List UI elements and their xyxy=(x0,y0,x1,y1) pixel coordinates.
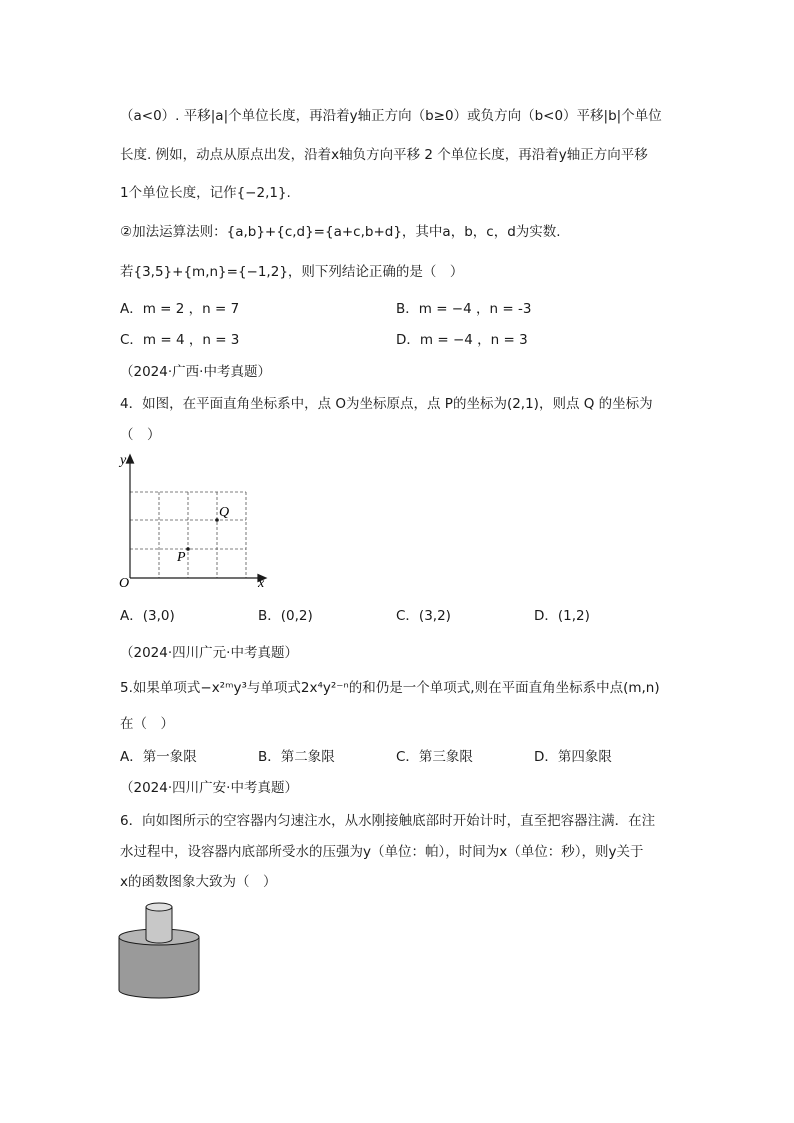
q4-source: （2024·广西·中考真题） xyxy=(120,364,271,380)
x-axis-label: x xyxy=(258,576,265,590)
q5-option-b[interactable]: B．第二象限 xyxy=(258,749,335,765)
point-p-label: P xyxy=(177,550,186,565)
q4-coordinate-figure xyxy=(112,450,272,590)
q5-option-c[interactable]: C．第三象限 xyxy=(396,749,473,765)
point-p xyxy=(186,547,190,551)
q3-option-d[interactable]: D．m = −4 ，n = 3 xyxy=(396,332,528,348)
q6-source: （2024·四川广安·中考真题） xyxy=(120,780,298,796)
q4-stem-line-1: 4．如图，在平面直角坐标系中，点 O为坐标原点，点 P的坐标为(2,1)，则点 Q 的坐标为 xyxy=(120,396,653,412)
origin-label: O xyxy=(119,576,130,590)
q6-stem-line-1: 6．向如图所示的空容器内匀速注水，从水刚接触底部时开始计时，直至把容器注满．在注 xyxy=(120,813,656,829)
q3-text-line-3: 1个单位长度，记作{−2,1}. xyxy=(120,185,291,201)
q4-option-d[interactable]: D．(1,2) xyxy=(534,608,590,624)
q4-option-a[interactable]: A．(3,0) xyxy=(120,608,175,624)
y-axis-arrow xyxy=(127,455,134,463)
q5-stem-line-1: 5.如果单项式−x²ᵐy³与单项式2x⁴y²⁻ⁿ的和仍是一个单项式,则在平面直角坐标系中点(m,n) xyxy=(120,680,660,696)
large-cylinder-body xyxy=(119,937,199,998)
q3-option-c[interactable]: C．m = 4 ，n = 3 xyxy=(120,332,240,348)
q3-text-line-2: 长度. 例如，动点从原点出发，沿着x轴负方向平移 2 个单位长度，再沿着y轴正方向平移 xyxy=(120,147,648,163)
q5-stem-line-2: 在（ ） xyxy=(120,716,174,732)
q3-question: 若{3,5}+{m,n}={−1,2}，则下列结论正确的是（ ） xyxy=(120,264,464,280)
q4-stem-line-2: （ ） xyxy=(120,427,161,443)
q6-stem-line-2: 水过程中，设容器内底部所受水的压强为y（单位：帕），时间为x（单位：秒），则y关于 xyxy=(120,844,644,860)
q6-container-figure xyxy=(112,895,207,1005)
q5-source: （2024·四川广元·中考真题） xyxy=(120,645,298,661)
q3-option-b[interactable]: B．m = −4 ，n = -3 xyxy=(396,301,532,317)
q5-option-a[interactable]: A．第一象限 xyxy=(120,749,197,765)
y-axis-label: y xyxy=(120,453,127,468)
q5-option-d[interactable]: D．第四象限 xyxy=(534,749,612,765)
point-q-label: Q xyxy=(219,505,230,520)
q4-option-b[interactable]: B．(0,2) xyxy=(258,608,313,624)
q3-text-line-1: （a<0）. 平移|a|个单位长度，再沿着y轴正方向（b≥0）或负方向（b<0）平移|b|个单位 xyxy=(120,108,662,124)
small-cylinder-top xyxy=(146,903,172,911)
q6-stem-line-3: x的函数图象大致为（ ） xyxy=(120,874,277,890)
q3-option-a[interactable]: A．m = 2 ，n = 7 xyxy=(120,301,240,317)
small-cylinder-body xyxy=(146,907,172,943)
q3-addition-rule: ②加法运算法则：{a,b}+{c,d}={a+c,b+d}，其中a，b，c，d为实数. xyxy=(120,224,561,240)
q4-option-c[interactable]: C．(3,2) xyxy=(396,608,451,624)
